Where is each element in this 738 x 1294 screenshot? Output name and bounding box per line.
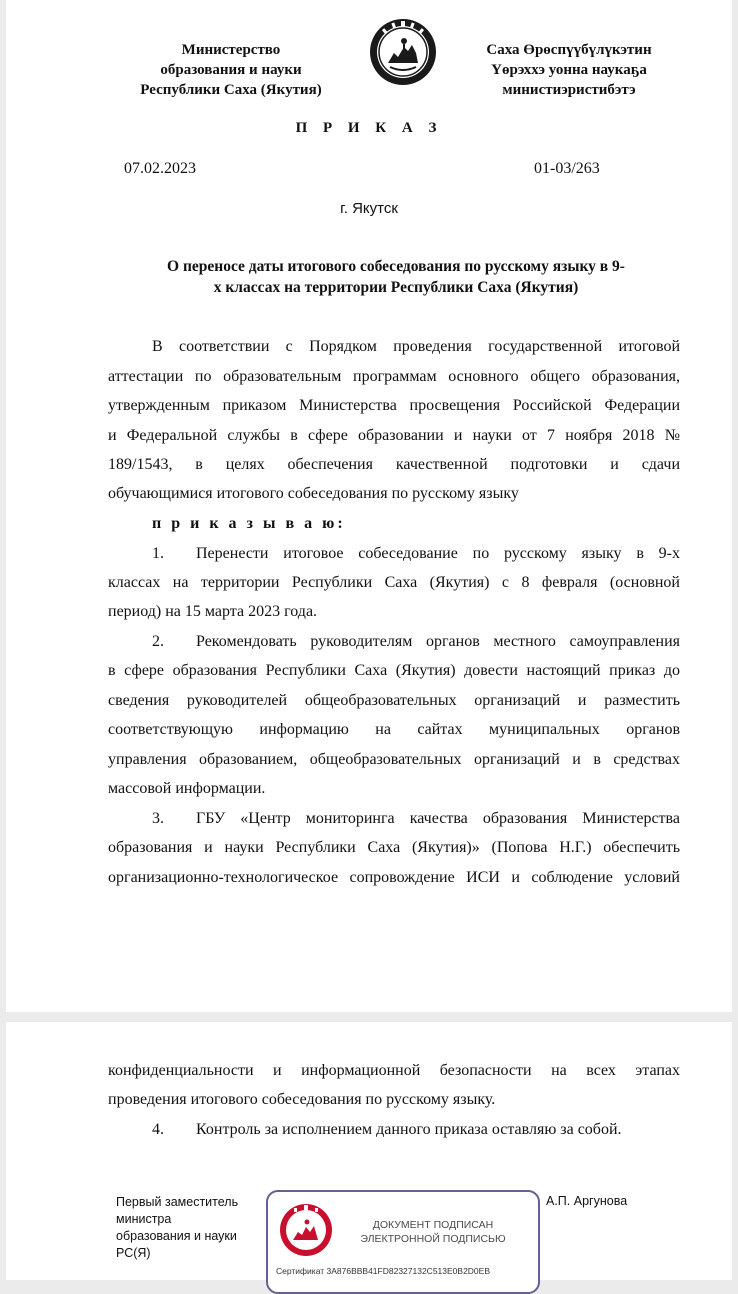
preamble-line: 189/1543, в целях обеспечения качественной подготовки и сдачи xyxy=(108,456,680,473)
ministry-name-russian: Министерство образования и науки Республики Саха (Якутия) xyxy=(140,42,322,98)
item-line: соответствующую информацию на сайтах муниципальных органов xyxy=(108,721,680,738)
item-line: образования и науки Республики Саха (Якутия)» (Попова Н.Г.) обеспечить xyxy=(108,839,680,856)
ministry-name-yakut: Саха Өрөспүүбүлүкэтин Үөрэххэ уонна наукаҕа министиэристибэтэ xyxy=(486,42,652,98)
coat-of-arms-emblem xyxy=(368,17,438,87)
signatory-name: А.П. Аргунова xyxy=(546,1194,628,1208)
item-line: ГБУ «Центр мониторинга качества образования Министерства xyxy=(196,810,680,827)
item-number: 4. xyxy=(152,1121,164,1138)
preamble-line: утвержденным приказом Министерства просвещения Российской Федерации xyxy=(108,397,680,414)
item-line: классах на территории Республики Саха (Якутия) с 8 февраля (основной xyxy=(108,574,680,591)
stamp-emblem-icon xyxy=(278,1202,334,1258)
item-line: Рекомендовать руководителям органов местного самоуправления xyxy=(196,633,680,650)
item-line: массовой информации. xyxy=(108,780,266,797)
preamble-line: и Федеральной службы в сфере образовании и науки от 7 ноября 2018 № xyxy=(108,427,680,444)
order-title: П Р И К А З xyxy=(295,120,443,136)
preamble-line: В соответствии с Порядком проведения государственной итоговой xyxy=(152,338,680,355)
item-line: в сфере образования Республики Саха (Якутия) довести настоящий приказ до xyxy=(108,662,680,679)
order-subject: О переносе даты итогового собеседования по русскому языку в 9- х классах на территории Республики Саха (Якутия) xyxy=(167,258,625,296)
item-number: 2. xyxy=(152,633,164,650)
signatory-position: Первый заместитель министра образования и науки РС(Я) xyxy=(116,1195,239,1260)
stamp-caption: ДОКУМЕНТ ПОДПИСАН ЭЛЕКТРОННОЙ ПОДПИСЬЮ xyxy=(360,1219,506,1245)
order-date: 07.02.2023 xyxy=(124,160,196,177)
item-line: конфиденциальности и информационной безопасности на всех этапах xyxy=(108,1062,680,1079)
item-line: управления образованием, общеобразовательных организаций и в средствах xyxy=(108,751,680,768)
item-line: сведения руководителей общеобразовательных организаций и разместить xyxy=(108,692,680,709)
item-line: проведения итогового собеседования по русскому языку. xyxy=(108,1091,496,1108)
item-line: организационно-технологическое сопровождение ИСИ и соблюдение условий xyxy=(108,869,680,886)
item-line: Перенести итоговое собеседование по русскому языку в 9-х xyxy=(196,545,680,562)
decree-word: п р и к а з ы в а ю: xyxy=(152,515,346,532)
order-city: г. Якутск xyxy=(340,200,398,217)
order-number: 01-03/263 xyxy=(534,160,600,177)
preamble-line: обучающимися итогового собеседования по русскому языку xyxy=(108,485,519,502)
certificate-id: Сертификат 3A876BBB41FD82327132C513E0B2D0EB xyxy=(276,1266,490,1276)
item-line: период) на 15 марта 2023 года. xyxy=(108,603,318,620)
document-page-2 xyxy=(6,1022,732,1280)
item-number: 3. xyxy=(152,810,164,827)
item-number: 1. xyxy=(152,545,164,562)
electronic-signature-stamp xyxy=(266,1190,540,1294)
preamble-line: аттестации по образовательным программам основного общего образования, xyxy=(108,368,680,385)
item-line: Контроль за исполнением данного приказа оставляю за собой. xyxy=(196,1121,622,1138)
document-page-1 xyxy=(6,0,732,1012)
